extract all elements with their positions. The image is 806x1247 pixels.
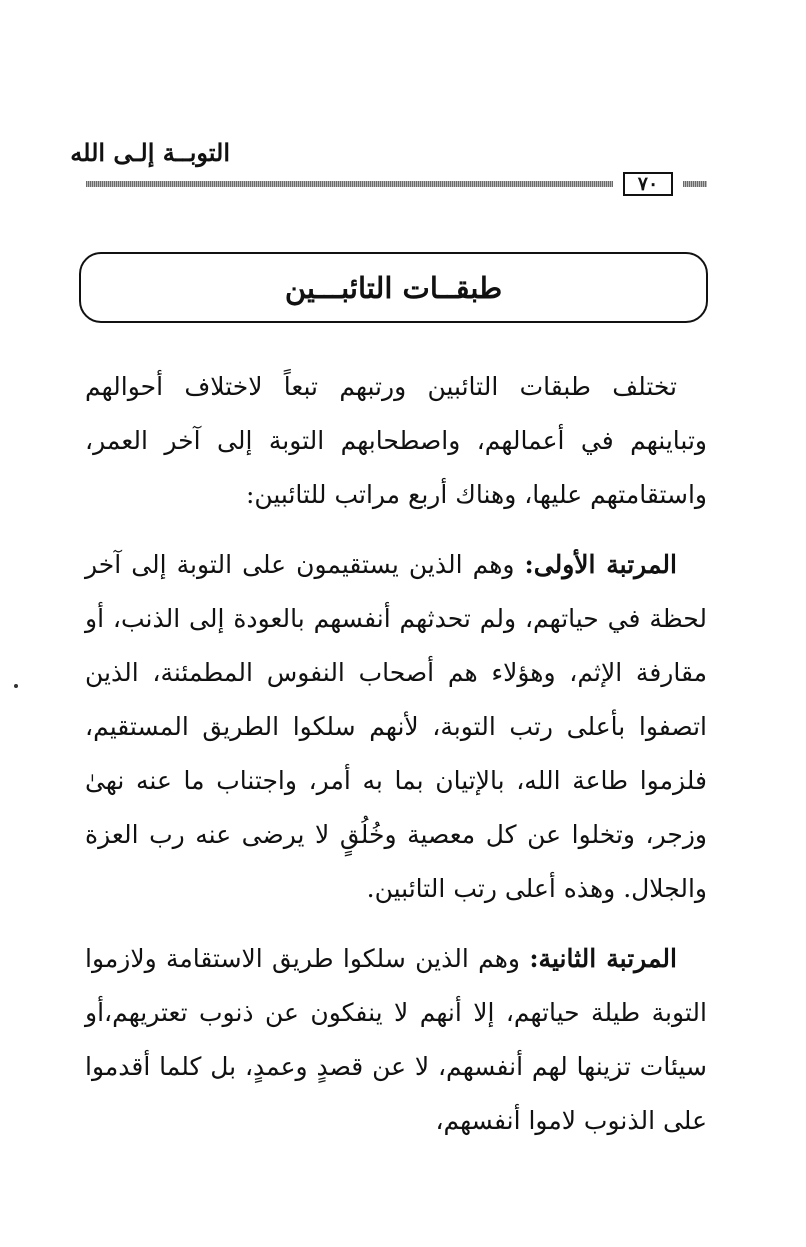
second-rank-text: وهم الذين سلكوا طريق الاستقامة ولازموا التوبة طيلة حياتهم، إلا أنهم لا ينفكون عن ذنوب تعتريهم،أو سيئات تزينها لهم أنفسهم، لا عن قصدٍ وعمدٍ، بل كلما أقدموا على الذنوب لاموا أنفسهم، <box>85 944 707 1135</box>
body-text <box>85 360 707 1164</box>
margin-dot <box>14 684 18 688</box>
intro-paragraph <box>85 360 707 522</box>
section-title: طبقــات التائبـــين <box>284 270 503 305</box>
first-rank-text: وهم الذين يستقيمون على التوبة إلى آخر لحظة في حياتهم، ولم تحدثهم أنفسهم بالعودة إلى الذنب، أو مقارفة الإثم، وهؤلاء هم أصحاب النفوس المطمئنة، الذين اتصفوا بأعلى رتب التوبة، لأنهم سلكوا الطريق المستقيم، فلزموا طاعة الله، بالإتيان بما به أمر، واجتناب ما عنه نهىٰ وزجر، وتخلوا عن كل معصية وخُلُقٍ لا يرضى عنه رب العزة والجلال. وهذه أعلى رتب التائبين. <box>85 550 707 903</box>
intro-paragraph-text: تختلف طبقات التائبين ورتبهم تبعاً لاختلاف أحوالهم وتباينهم في أعمالهم، واصطحابهم التوبة إلى آخر العمر، واستقامتهم عليها، وهناك أربع مراتب للتائبين: <box>85 372 707 509</box>
header-rule-left <box>86 181 613 187</box>
page-number: ٧٠ <box>623 172 673 196</box>
first-rank-heading: المرتبة الأولى: <box>524 550 677 579</box>
second-rank-heading: المرتبة الثانية: <box>529 944 677 973</box>
first-rank-paragraph <box>85 538 707 916</box>
second-rank-paragraph <box>85 932 707 1148</box>
section-title-frame <box>79 252 708 323</box>
header-rule-right <box>683 181 707 187</box>
running-title: التوبــة إلـى الله <box>70 138 230 167</box>
